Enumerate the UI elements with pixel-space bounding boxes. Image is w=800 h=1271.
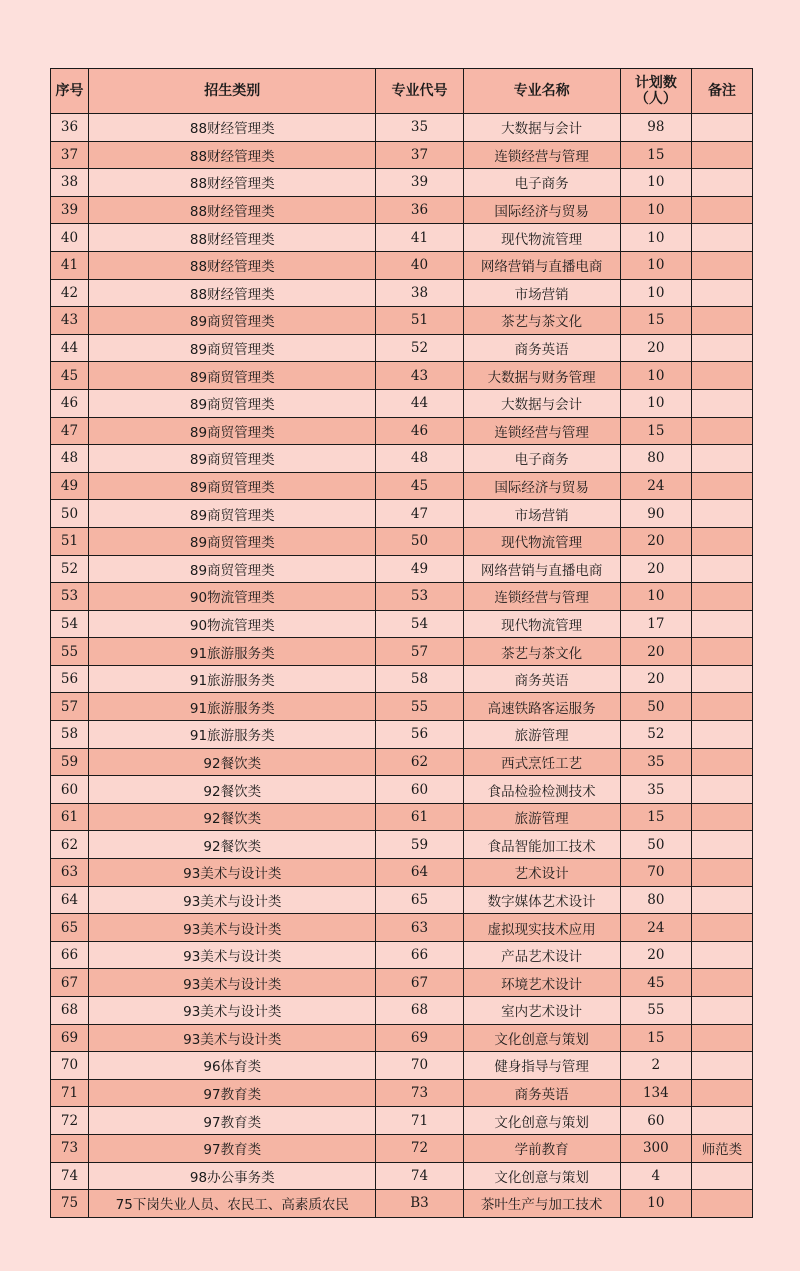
table-row [51, 831, 753, 859]
cell-remark [691, 527, 752, 555]
cell-major-name: 文化创意与策划 [463, 1024, 620, 1052]
cell-major-code: 44 [376, 389, 463, 417]
cell-major-name: 旅游管理 [463, 721, 620, 749]
cell-plan-count: 98 [620, 114, 691, 142]
cell-plan-count: 45 [620, 969, 691, 997]
cell-category: 89商贸管理类 [89, 445, 376, 473]
table-row [51, 1162, 753, 1190]
cell-major-name: 现代物流管理 [463, 224, 620, 252]
cell-remark [691, 803, 752, 831]
cell-major-code: 60 [376, 776, 463, 804]
cell-major-name: 商务英语 [463, 1079, 620, 1107]
cell-remark [691, 279, 752, 307]
cell-plan-count: 20 [620, 334, 691, 362]
table-row [51, 693, 753, 721]
cell-category: 93美术与设计类 [89, 859, 376, 887]
cell-seq: 67 [51, 969, 89, 997]
cell-plan-count: 10 [620, 583, 691, 611]
table-row [51, 527, 753, 555]
cell-major-name: 大数据与会计 [463, 389, 620, 417]
cell-seq: 45 [51, 362, 89, 390]
table-header-row [51, 69, 753, 114]
cell-major-code: 73 [376, 1079, 463, 1107]
table-row [51, 610, 753, 638]
cell-category: 93美术与设计类 [89, 914, 376, 942]
cell-major-name: 茶艺与茶文化 [463, 307, 620, 335]
cell-seq: 69 [51, 1024, 89, 1052]
cell-category: 89商贸管理类 [89, 307, 376, 335]
cell-major-code: 58 [376, 665, 463, 693]
cell-major-name: 电子商务 [463, 169, 620, 197]
cell-remark [691, 141, 752, 169]
cell-seq: 68 [51, 997, 89, 1025]
cell-plan-count: 15 [620, 417, 691, 445]
cell-plan-count: 20 [620, 941, 691, 969]
cell-major-code: 74 [376, 1162, 463, 1190]
cell-plan-count: 35 [620, 776, 691, 804]
cell-remark [691, 196, 752, 224]
cell-major-name: 商务英语 [463, 334, 620, 362]
cell-plan-count: 15 [620, 141, 691, 169]
cell-plan-count: 10 [620, 169, 691, 197]
cell-seq: 51 [51, 527, 89, 555]
cell-plan-count: 55 [620, 997, 691, 1025]
cell-category: 92餐饮类 [89, 776, 376, 804]
cell-plan-count: 20 [620, 527, 691, 555]
cell-major-name: 艺术设计 [463, 859, 620, 887]
cell-major-code: 45 [376, 472, 463, 500]
cell-remark [691, 665, 752, 693]
table-row [51, 997, 753, 1025]
cell-remark [691, 1190, 752, 1218]
table-row [51, 776, 753, 804]
cell-remark [691, 914, 752, 942]
cell-major-name: 文化创意与策划 [463, 1107, 620, 1135]
cell-seq: 40 [51, 224, 89, 252]
cell-plan-count: 20 [620, 555, 691, 583]
cell-seq: 42 [51, 279, 89, 307]
cell-category: 93美术与设计类 [89, 941, 376, 969]
cell-remark [691, 169, 752, 197]
cell-major-code: 47 [376, 500, 463, 528]
cell-category: 96体育类 [89, 1052, 376, 1080]
cell-category: 89商贸管理类 [89, 362, 376, 390]
cell-remark [691, 1107, 752, 1135]
cell-major-code: 46 [376, 417, 463, 445]
cell-major-code: 65 [376, 886, 463, 914]
cell-seq: 36 [51, 114, 89, 142]
cell-category: 88财经管理类 [89, 141, 376, 169]
cell-category: 89商贸管理类 [89, 555, 376, 583]
cell-remark [691, 831, 752, 859]
cell-seq: 54 [51, 610, 89, 638]
cell-seq: 61 [51, 803, 89, 831]
cell-major-name: 大数据与财务管理 [463, 362, 620, 390]
cell-category: 91旅游服务类 [89, 693, 376, 721]
cell-major-code: 37 [376, 141, 463, 169]
cell-category: 92餐饮类 [89, 748, 376, 776]
cell-major-code: 69 [376, 1024, 463, 1052]
table-row [51, 251, 753, 279]
cell-category: 89商贸管理类 [89, 527, 376, 555]
cell-seq: 38 [51, 169, 89, 197]
cell-major-code: 35 [376, 114, 463, 142]
cell-major-name: 健身指导与管理 [463, 1052, 620, 1080]
cell-major-code: 51 [376, 307, 463, 335]
table-row [51, 665, 753, 693]
table-row [51, 1079, 753, 1107]
cell-major-code: 62 [376, 748, 463, 776]
cell-category: 93美术与设计类 [89, 997, 376, 1025]
header-plan-line2: （人） [634, 91, 677, 107]
cell-category: 93美术与设计类 [89, 969, 376, 997]
cell-category: 89商贸管理类 [89, 417, 376, 445]
enrollment-plan-sheet [50, 68, 753, 1218]
cell-major-code: 53 [376, 583, 463, 611]
cell-category: 88财经管理类 [89, 279, 376, 307]
cell-seq: 41 [51, 251, 89, 279]
cell-category: 98办公事务类 [89, 1162, 376, 1190]
table-row [51, 417, 753, 445]
cell-remark [691, 583, 752, 611]
cell-seq: 73 [51, 1134, 89, 1162]
cell-remark [691, 307, 752, 335]
cell-plan-count: 80 [620, 886, 691, 914]
cell-major-name: 商务英语 [463, 665, 620, 693]
cell-seq: 52 [51, 555, 89, 583]
cell-category: 89商贸管理类 [89, 472, 376, 500]
table-row [51, 1107, 753, 1135]
cell-remark [691, 555, 752, 583]
cell-remark [691, 417, 752, 445]
cell-remark [691, 1079, 752, 1107]
cell-major-name: 连锁经营与管理 [463, 141, 620, 169]
cell-major-code: 36 [376, 196, 463, 224]
cell-major-code: 57 [376, 638, 463, 666]
cell-seq: 37 [51, 141, 89, 169]
table-row [51, 1190, 753, 1218]
cell-category: 89商贸管理类 [89, 500, 376, 528]
cell-seq: 65 [51, 914, 89, 942]
cell-category: 93美术与设计类 [89, 886, 376, 914]
cell-remark: 师范类 [691, 1134, 752, 1162]
table-row [51, 307, 753, 335]
cell-plan-count: 17 [620, 610, 691, 638]
header-major-code: 专业代号 [376, 69, 463, 114]
cell-major-code: 72 [376, 1134, 463, 1162]
cell-major-code: 70 [376, 1052, 463, 1080]
cell-seq: 50 [51, 500, 89, 528]
cell-remark [691, 251, 752, 279]
table-row [51, 445, 753, 473]
cell-major-code: 39 [376, 169, 463, 197]
cell-seq: 48 [51, 445, 89, 473]
cell-major-code: 68 [376, 997, 463, 1025]
cell-seq: 60 [51, 776, 89, 804]
cell-category: 90物流管理类 [89, 610, 376, 638]
cell-major-code: 61 [376, 803, 463, 831]
cell-remark [691, 941, 752, 969]
table-row [51, 1134, 753, 1162]
cell-major-code: 50 [376, 527, 463, 555]
table-row [51, 748, 753, 776]
cell-remark [691, 997, 752, 1025]
cell-major-name: 高速铁路客运服务 [463, 693, 620, 721]
cell-category: 90物流管理类 [89, 583, 376, 611]
cell-category: 92餐饮类 [89, 831, 376, 859]
cell-plan-count: 10 [620, 362, 691, 390]
cell-plan-count: 10 [620, 196, 691, 224]
cell-category: 89商贸管理类 [89, 334, 376, 362]
cell-plan-count: 52 [620, 721, 691, 749]
table-row [51, 169, 753, 197]
table-row [51, 886, 753, 914]
cell-major-name: 西式烹饪工艺 [463, 748, 620, 776]
cell-plan-count: 15 [620, 803, 691, 831]
table-row [51, 279, 753, 307]
table-row [51, 941, 753, 969]
cell-major-name: 市场营销 [463, 279, 620, 307]
cell-plan-count: 15 [620, 307, 691, 335]
cell-major-code: 38 [376, 279, 463, 307]
cell-plan-count: 50 [620, 831, 691, 859]
cell-seq: 72 [51, 1107, 89, 1135]
cell-seq: 64 [51, 886, 89, 914]
cell-remark [691, 500, 752, 528]
cell-plan-count: 10 [620, 279, 691, 307]
cell-plan-count: 15 [620, 1024, 691, 1052]
cell-plan-count: 70 [620, 859, 691, 887]
cell-major-name: 大数据与会计 [463, 114, 620, 142]
header-major-name: 专业名称 [463, 69, 620, 114]
cell-category: 91旅游服务类 [89, 638, 376, 666]
cell-plan-count: 300 [620, 1134, 691, 1162]
cell-seq: 70 [51, 1052, 89, 1080]
cell-remark [691, 334, 752, 362]
table-row [51, 859, 753, 887]
cell-major-name: 现代物流管理 [463, 610, 620, 638]
table-row [51, 721, 753, 749]
cell-seq: 57 [51, 693, 89, 721]
header-remark: 备注 [691, 69, 752, 114]
cell-major-name: 学前教育 [463, 1134, 620, 1162]
cell-major-name: 室内艺术设计 [463, 997, 620, 1025]
table-row [51, 914, 753, 942]
cell-plan-count: 50 [620, 693, 691, 721]
cell-major-code: 48 [376, 445, 463, 473]
cell-plan-count: 60 [620, 1107, 691, 1135]
cell-plan-count: 35 [620, 748, 691, 776]
cell-major-name: 国际经济与贸易 [463, 472, 620, 500]
cell-plan-count: 80 [620, 445, 691, 473]
cell-major-code: 59 [376, 831, 463, 859]
cell-plan-count: 24 [620, 472, 691, 500]
cell-seq: 56 [51, 665, 89, 693]
cell-remark [691, 1024, 752, 1052]
cell-category: 88财经管理类 [89, 196, 376, 224]
cell-seq: 49 [51, 472, 89, 500]
cell-major-code: 52 [376, 334, 463, 362]
cell-remark [691, 1052, 752, 1080]
cell-major-code: 41 [376, 224, 463, 252]
cell-major-code: 67 [376, 969, 463, 997]
cell-major-name: 市场营销 [463, 500, 620, 528]
cell-remark [691, 886, 752, 914]
cell-category: 93美术与设计类 [89, 1024, 376, 1052]
table-row [51, 583, 753, 611]
header-plan-count [620, 69, 691, 114]
cell-plan-count: 90 [620, 500, 691, 528]
cell-major-code: B3 [376, 1190, 463, 1218]
cell-major-name: 网络营销与直播电商 [463, 251, 620, 279]
table-row [51, 803, 753, 831]
cell-major-code: 54 [376, 610, 463, 638]
table-row [51, 224, 753, 252]
cell-major-name: 茶艺与茶文化 [463, 638, 620, 666]
cell-major-name: 虚拟现实技术应用 [463, 914, 620, 942]
cell-category: 92餐饮类 [89, 803, 376, 831]
cell-seq: 47 [51, 417, 89, 445]
enrollment-plan-table [50, 68, 753, 1218]
cell-remark [691, 638, 752, 666]
cell-remark [691, 362, 752, 390]
cell-major-code: 43 [376, 362, 463, 390]
cell-category: 89商贸管理类 [89, 389, 376, 417]
cell-major-code: 56 [376, 721, 463, 749]
cell-remark [691, 748, 752, 776]
cell-major-name: 茶叶生产与加工技术 [463, 1190, 620, 1218]
cell-seq: 63 [51, 859, 89, 887]
cell-major-name: 食品检验检测技术 [463, 776, 620, 804]
cell-plan-count: 10 [620, 251, 691, 279]
cell-seq: 75 [51, 1190, 89, 1218]
cell-plan-count: 10 [620, 224, 691, 252]
cell-seq: 74 [51, 1162, 89, 1190]
table-row [51, 1024, 753, 1052]
table-row [51, 500, 753, 528]
cell-major-name: 旅游管理 [463, 803, 620, 831]
cell-major-code: 49 [376, 555, 463, 583]
cell-remark [691, 776, 752, 804]
cell-major-name: 环境艺术设计 [463, 969, 620, 997]
cell-seq: 53 [51, 583, 89, 611]
cell-category: 97教育类 [89, 1107, 376, 1135]
cell-major-name: 食品智能加工技术 [463, 831, 620, 859]
cell-major-code: 40 [376, 251, 463, 279]
cell-category: 91旅游服务类 [89, 721, 376, 749]
cell-remark [691, 693, 752, 721]
cell-remark [691, 859, 752, 887]
cell-seq: 62 [51, 831, 89, 859]
cell-major-name: 连锁经营与管理 [463, 583, 620, 611]
cell-category: 75下岗失业人员、农民工、高素质农民 [89, 1190, 376, 1218]
cell-major-name: 现代物流管理 [463, 527, 620, 555]
cell-seq: 66 [51, 941, 89, 969]
cell-category: 97教育类 [89, 1079, 376, 1107]
table-row [51, 196, 753, 224]
cell-plan-count: 10 [620, 1190, 691, 1218]
cell-remark [691, 389, 752, 417]
header-seq: 序号 [51, 69, 89, 114]
cell-major-code: 63 [376, 914, 463, 942]
cell-major-name: 国际经济与贸易 [463, 196, 620, 224]
table-row [51, 472, 753, 500]
table-row [51, 389, 753, 417]
cell-major-code: 64 [376, 859, 463, 887]
cell-seq: 58 [51, 721, 89, 749]
cell-major-name: 产品艺术设计 [463, 941, 620, 969]
table-row [51, 969, 753, 997]
cell-remark [691, 610, 752, 638]
cell-remark [691, 445, 752, 473]
cell-plan-count: 20 [620, 665, 691, 693]
cell-major-code: 66 [376, 941, 463, 969]
cell-major-name: 文化创意与策划 [463, 1162, 620, 1190]
cell-seq: 55 [51, 638, 89, 666]
cell-category: 88财经管理类 [89, 224, 376, 252]
table-row [51, 1052, 753, 1080]
table-row [51, 334, 753, 362]
cell-category: 88财经管理类 [89, 114, 376, 142]
header-plan-line1: 计划数 [634, 75, 677, 91]
cell-plan-count: 24 [620, 914, 691, 942]
cell-seq: 59 [51, 748, 89, 776]
cell-seq: 43 [51, 307, 89, 335]
cell-remark [691, 721, 752, 749]
cell-major-name: 电子商务 [463, 445, 620, 473]
cell-plan-count: 2 [620, 1052, 691, 1080]
cell-remark [691, 224, 752, 252]
table-row [51, 114, 753, 142]
cell-remark [691, 472, 752, 500]
table-row [51, 638, 753, 666]
cell-major-code: 71 [376, 1107, 463, 1135]
cell-major-name: 连锁经营与管理 [463, 417, 620, 445]
cell-seq: 44 [51, 334, 89, 362]
table-body [51, 114, 753, 1218]
cell-remark [691, 114, 752, 142]
cell-seq: 39 [51, 196, 89, 224]
cell-category: 97教育类 [89, 1134, 376, 1162]
cell-major-name: 数字媒体艺术设计 [463, 886, 620, 914]
cell-seq: 46 [51, 389, 89, 417]
table-row [51, 141, 753, 169]
cell-plan-count: 20 [620, 638, 691, 666]
cell-category: 88财经管理类 [89, 251, 376, 279]
cell-major-name: 网络营销与直播电商 [463, 555, 620, 583]
cell-category: 88财经管理类 [89, 169, 376, 197]
cell-remark [691, 969, 752, 997]
cell-plan-count: 134 [620, 1079, 691, 1107]
cell-major-code: 55 [376, 693, 463, 721]
header-category: 招生类别 [89, 69, 376, 114]
cell-plan-count: 4 [620, 1162, 691, 1190]
cell-remark [691, 1162, 752, 1190]
cell-category: 91旅游服务类 [89, 665, 376, 693]
cell-seq: 71 [51, 1079, 89, 1107]
cell-plan-count: 10 [620, 389, 691, 417]
table-row [51, 555, 753, 583]
table-row [51, 362, 753, 390]
